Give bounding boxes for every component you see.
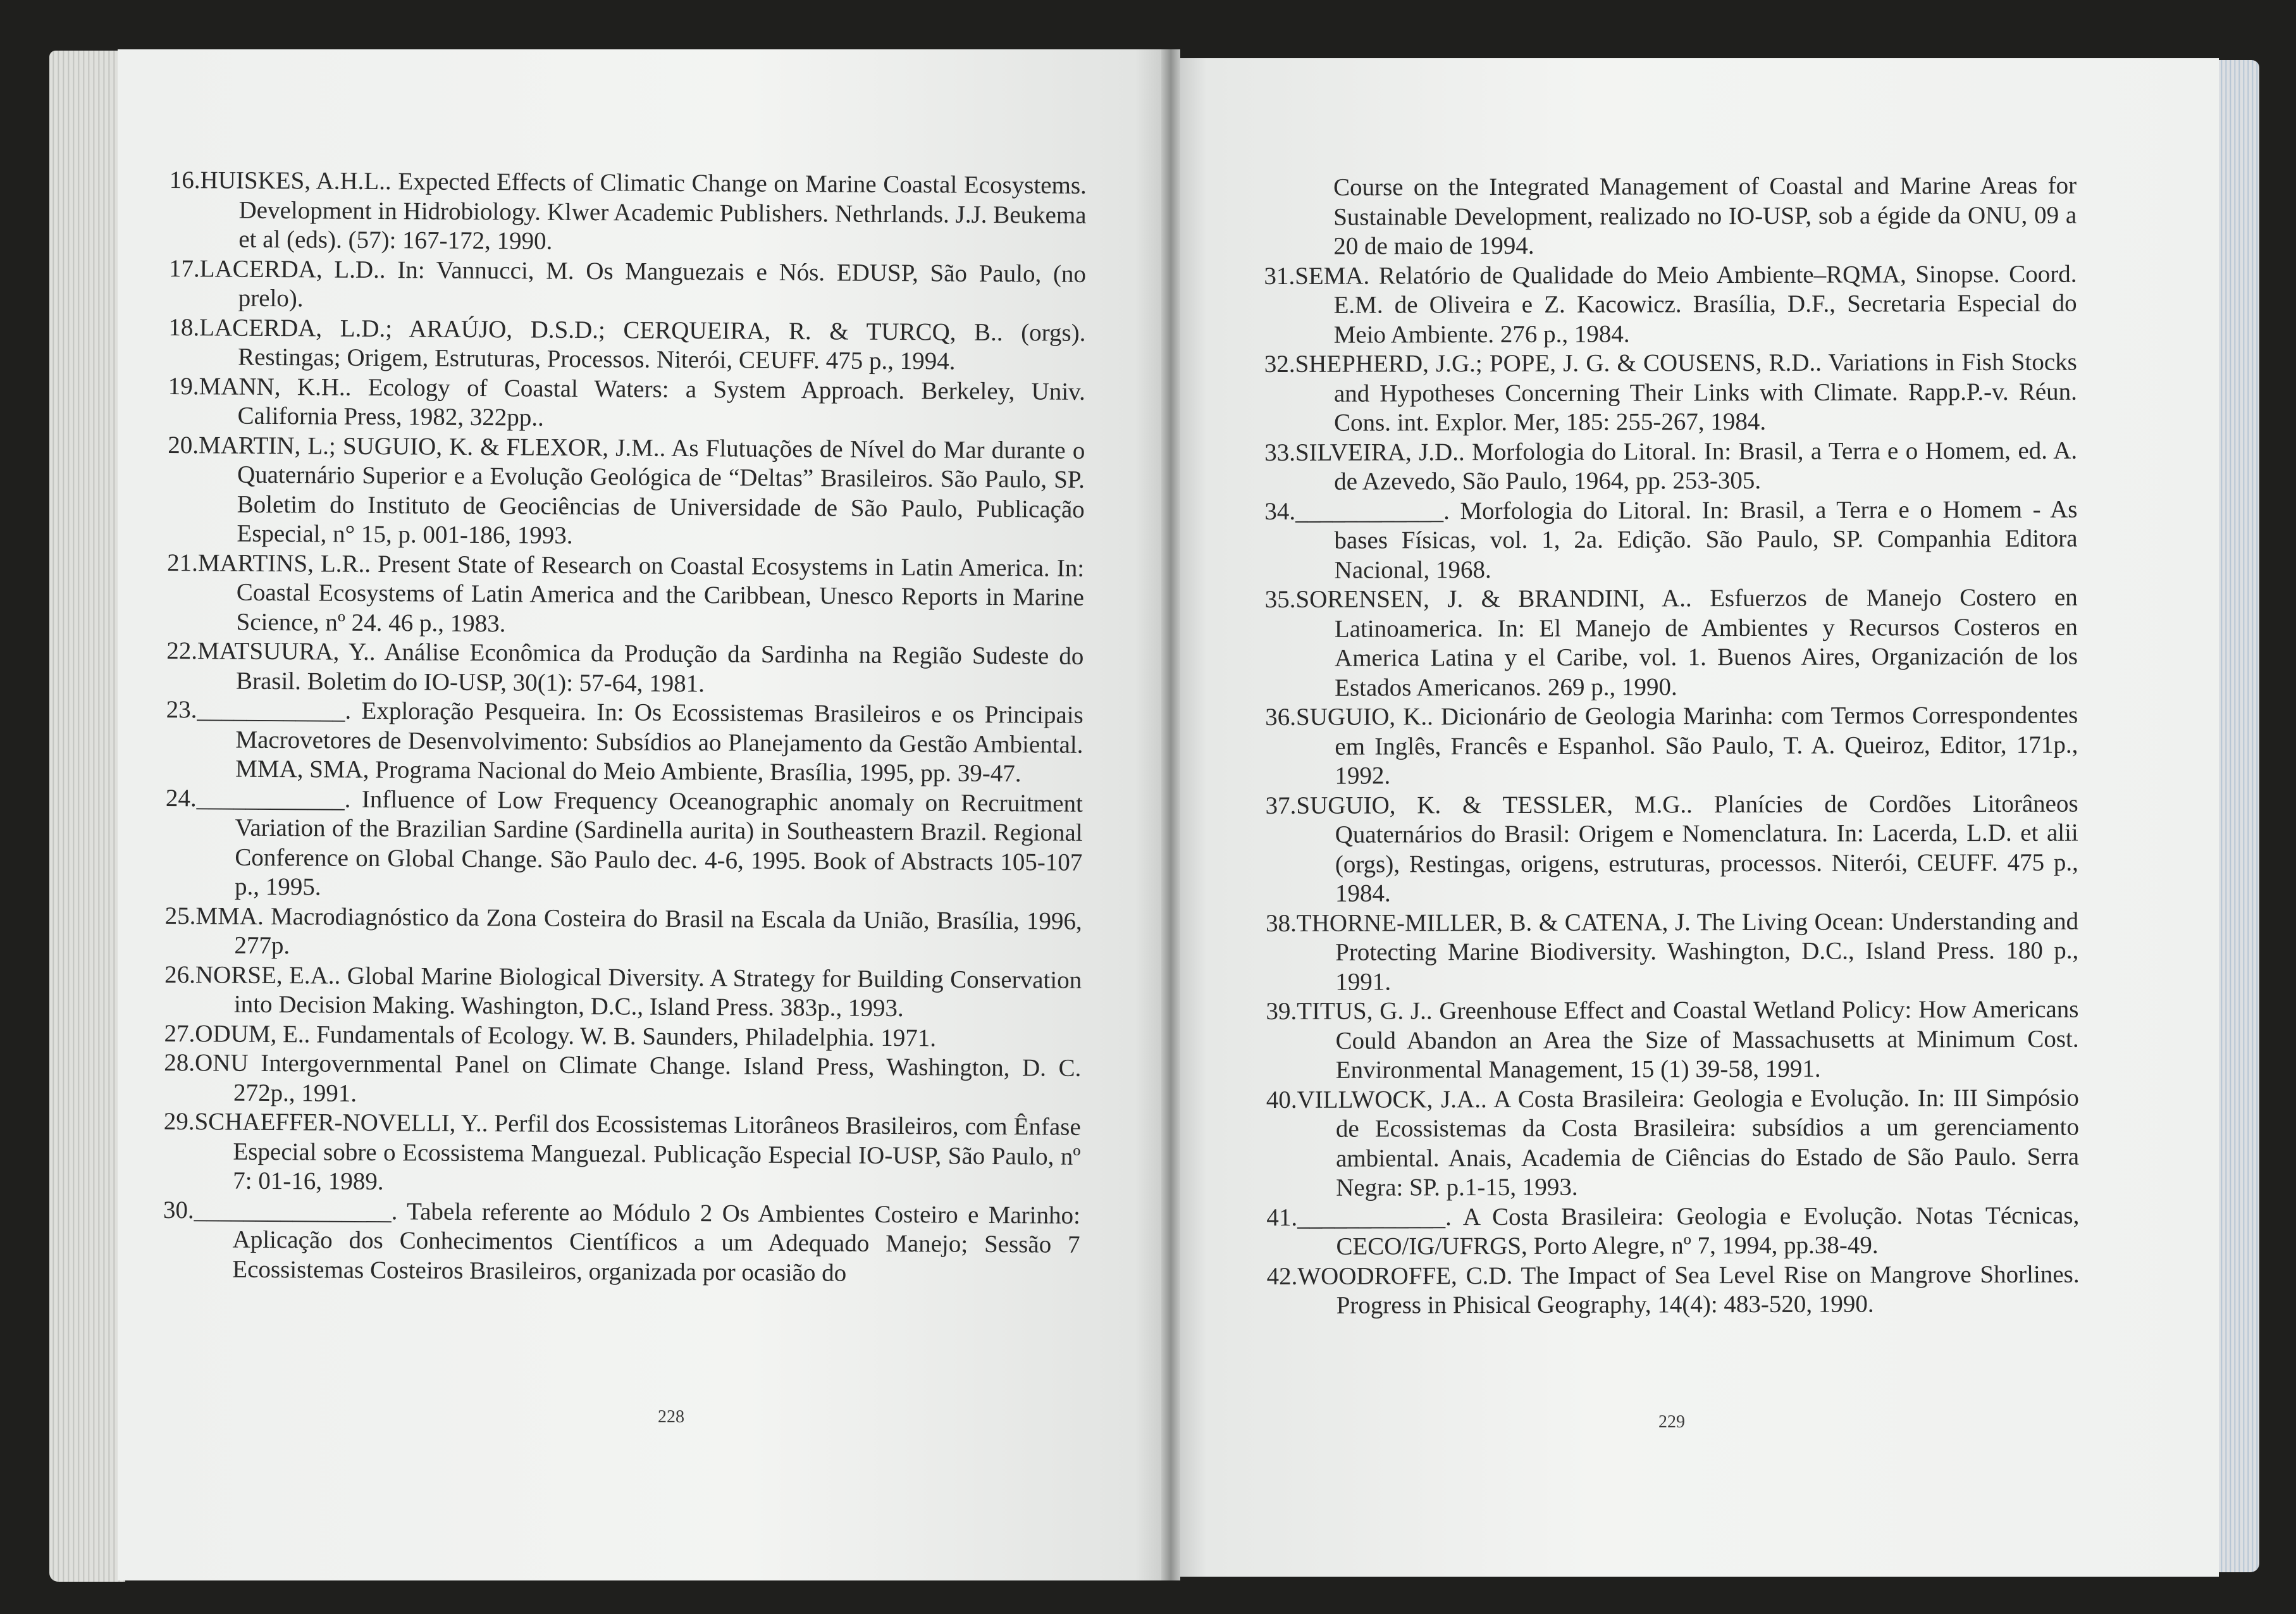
reference-entry: 17.LACERDA, L.D.. In: Vannucci, M. Os Manguezais e Nós. EDUSP, São Paulo, (no prelo). [168,254,1087,313]
reference-entry: 20.MARTIN, L.; SUGUIO, K. & FLEXOR, J.M.. As Flutuações de Nível do Mar durante o Quaternário Superior e a Evolução Geológica de “Deltas” Brasileiros. São Paulo, SP. Boletim do Instituto de Geociências de Universidade de São Paulo, Publicação Especial, n° 15, p. 001-186, 1993. [168,431,1085,549]
reference-entry: 29.SCHAEFFER-NOVELLI, Y.. Perfil dos Ecossistemas Litorâneos Brasileiros, com Ênfase Especial sobre o Ecossistema Manguezal. Publicação Especial IO-USP, São Paulo, nº 7: 01-16, 1989. [163,1107,1081,1196]
reference-entry: 42.WOODROFFE, C.D. The Impact of Sea Level Rise on Mangrove Shorlines. Progress in Phisical Geography, 14(4): 483-520, 1990. [1266,1260,2080,1319]
reference-entry: 23.____________. Exploração Pesqueira. In: Os Ecossistemas Brasileiros e os Principais Macrovetores de Desenvolvimento: Subsídios ao Planejamento da Gestão Ambiental. MMA, SMA, Programa Nacional do Meio Ambiente, Brasília, 1995, pp. 39-47. [166,695,1083,788]
left-page-stack-edge [49,51,125,1582]
reference-entry: 19.MANN, K.H.. Ecology of Coastal Waters: a System Approach. Berkeley, Univ. California Press, 1982, 322pp.. [168,372,1085,431]
reference-entry: 40.VILLWOCK, J.A.. A Costa Brasileira: Geologia e Evolução. In: III Simpósio de Ecossistemas da Costa Brasileira: subsídios a um gerenciamento ambiental. Anais, Academia de Ciências do Estado de São Paulo. Serra Negra: SP. p.1-15, 1993. [1266,1084,2080,1201]
reference-entry: 38.THORNE-MILLER, B. & CATENA, J. The Living Ocean: Understanding and Protecting Marine Biodiversity. Washington, D.C., Island Press. 180 p., 1991. [1266,907,2079,996]
reference-entry: 35.SORENSEN, J. & BRANDINI, A.. Esfuerzos de Manejo Costero en Latinoamerica. In: El Manejo de Ambientes y Recursos Costeros en America Latina y el Caribe, vol. 1. Buenos Aires, Organización de los Estados Americanos. 269 p., 1990. [1264,583,2078,702]
reference-entry: 27.ODUM, E.. Fundamentals of Ecology. W. B. Saunders, Philadelphia. 1971. [164,1019,937,1052]
reference-entry: 21.MARTINS, L.R.. Present State of Research on Coastal Ecosystems in Latin America. In: Coastal Ecosystems of Latin America and the Caribbean, Unesco Reports in Marine Science, nº 24. 46 p., 1983. [167,549,1085,637]
reference-entry: 30.________________. Tabela referente ao Módulo 2 Os Ambientes Costeiro e Marinho: Aplicação dos Conhecimentos Científicos a um Adequado Manejo; Sessão 7 Ecossistemas Costeiros Brasileiros, organizada por ocasião do [163,1196,1081,1287]
reference-entry: 32.SHEPHERD, J.G.; POPE, J. G. & COUSENS, R.D.. Variations in Fish Stocks and Hypotheses Concerning Their Links with Climate. Rapp.P.-v. Réun. Cons. int. Explor. Mer, 185: 255-267, 1984. [1264,348,2077,437]
reference-entry: 36.SUGUIO, K.. Dicionário de Geologia Marinha: com Termos Correspondentes em Inglês, Francês e Espanhol. São Paulo, T. A. Queiroz, Editor, 171p., 1992. [1265,701,2078,790]
left-reference-list [163,166,1087,1289]
reference-entry: 22.MATSUURA, Y.. Análise Econômica da Produção da Sardinha na Região Sudeste do Brasil. Boletim do IO-USP, 30(1): 57-64, 1981. [166,636,1084,697]
reference-entry: 39.TITUS, G. J.. Greenhouse Effect and Coastal Wetland Policy: How Americans Could Abandon an Area the Size of Massachusetts at Minimum Cost. Environmental Management, 15 (1) 39-58, 1991. [1266,995,2079,1084]
reference-entry: 33.SILVEIRA, J.D.. Morfologia do Litoral. In: Brasil, a Terra e o Homem, ed. A. de Azevedo, São Paulo, 1964, pp. 253-305. [1264,437,2078,495]
right-page-stack-edge [2214,60,2259,1572]
reference-entry: 41.____________. A Costa Brasileira: Geologia e Evolução. Notas Técnicas, CECO/IG/UFRGS, Porto Alegre, nº 7, 1994, pp.38-49. [1266,1201,2080,1260]
reference-entry: 28.ONU Intergovernmental Panel on Climate Change. Island Press, Washington, D. C. 272p., 1991. [164,1048,1082,1107]
reference-entry: 34.____________. Morfologia do Litoral. In: Brasil, a Terra e o Homem - As bases Físicas, vol. 1, 2a. Edição. São Paulo, SP. Companhia Editora Nacional, 1968. [1264,495,2078,584]
book-gutter [1161,49,1180,1580]
right-reference-list [1264,171,2080,1321]
page-number-right: 229 [1658,1412,1685,1432]
reference-entry: 25.MMA. Macrodiagnóstico da Zona Costeira do Brasil na Escala da União, Brasília, 1996, 277p. [164,902,1082,960]
reference-entry: 18.LACERDA, L.D.; ARAÚJO, D.S.D.; CERQUEIRA, R. & TURCQ, B.. (orgs). Restingas; Origem, Estruturas, Processos. Niterói, CEUFF. 475 p., 1994. [168,313,1086,375]
reference-entry: 26.NORSE, E.A.. Global Marine Biological Diversity. A Strategy for Building Conservation into Decision Making. Washington, D.C., Island Press. 383p., 1993. [164,960,1082,1022]
reference-entry: 37.SUGUIO, K. & TESSLER, M.G.. Planícies de Cordões Litorâneos Quaternários do Brasil: Origem e Nomenclatura. In: Lacerda, L.D. et alii (orgs), Restingas, origens, estruturas, processos. Niterói, CEUFF. 475 p., 1984. [1265,790,2078,907]
reference-entry: 16.HUISKES, A.H.L.. Expected Effects of Climatic Change on Marine Coastal Ecosystems. Development in Hidrobiology. Klwer Academic Publishers. Nethrlands. J.J. Beukema et al (eds). (57): 167-172, 1990. [169,166,1087,255]
page-number-left: 228 [658,1407,684,1427]
reference-entry: 24.____________. Influence of Low Frequency Oceanographic anomaly on Recruitment Variation of the Brazilian Sardine (Sardinella aurita) in Southeastern Brazil. Regional Conference on Global Change. São Paulo dec. 4-6, 1995. Book of Abstracts 105-107 p., 1995. [165,784,1083,901]
reference-continuation: Course on the Integrated Management of Coastal and Marine Areas for Sustainable Development, realizado no IO-USP, sob a égide da ONU, 09 a 20 de maio de 1994. [1333,171,2077,260]
reference-entry: 31.SEMA. Relatório de Qualidade do Meio Ambiente–RQMA, Sinopse. Coord. E.M. de Oliveira e Z. Kacowicz. Brasília, D.F., Secretaria Especial do Meio Ambiente. 276 p., 1984. [1264,260,2077,349]
